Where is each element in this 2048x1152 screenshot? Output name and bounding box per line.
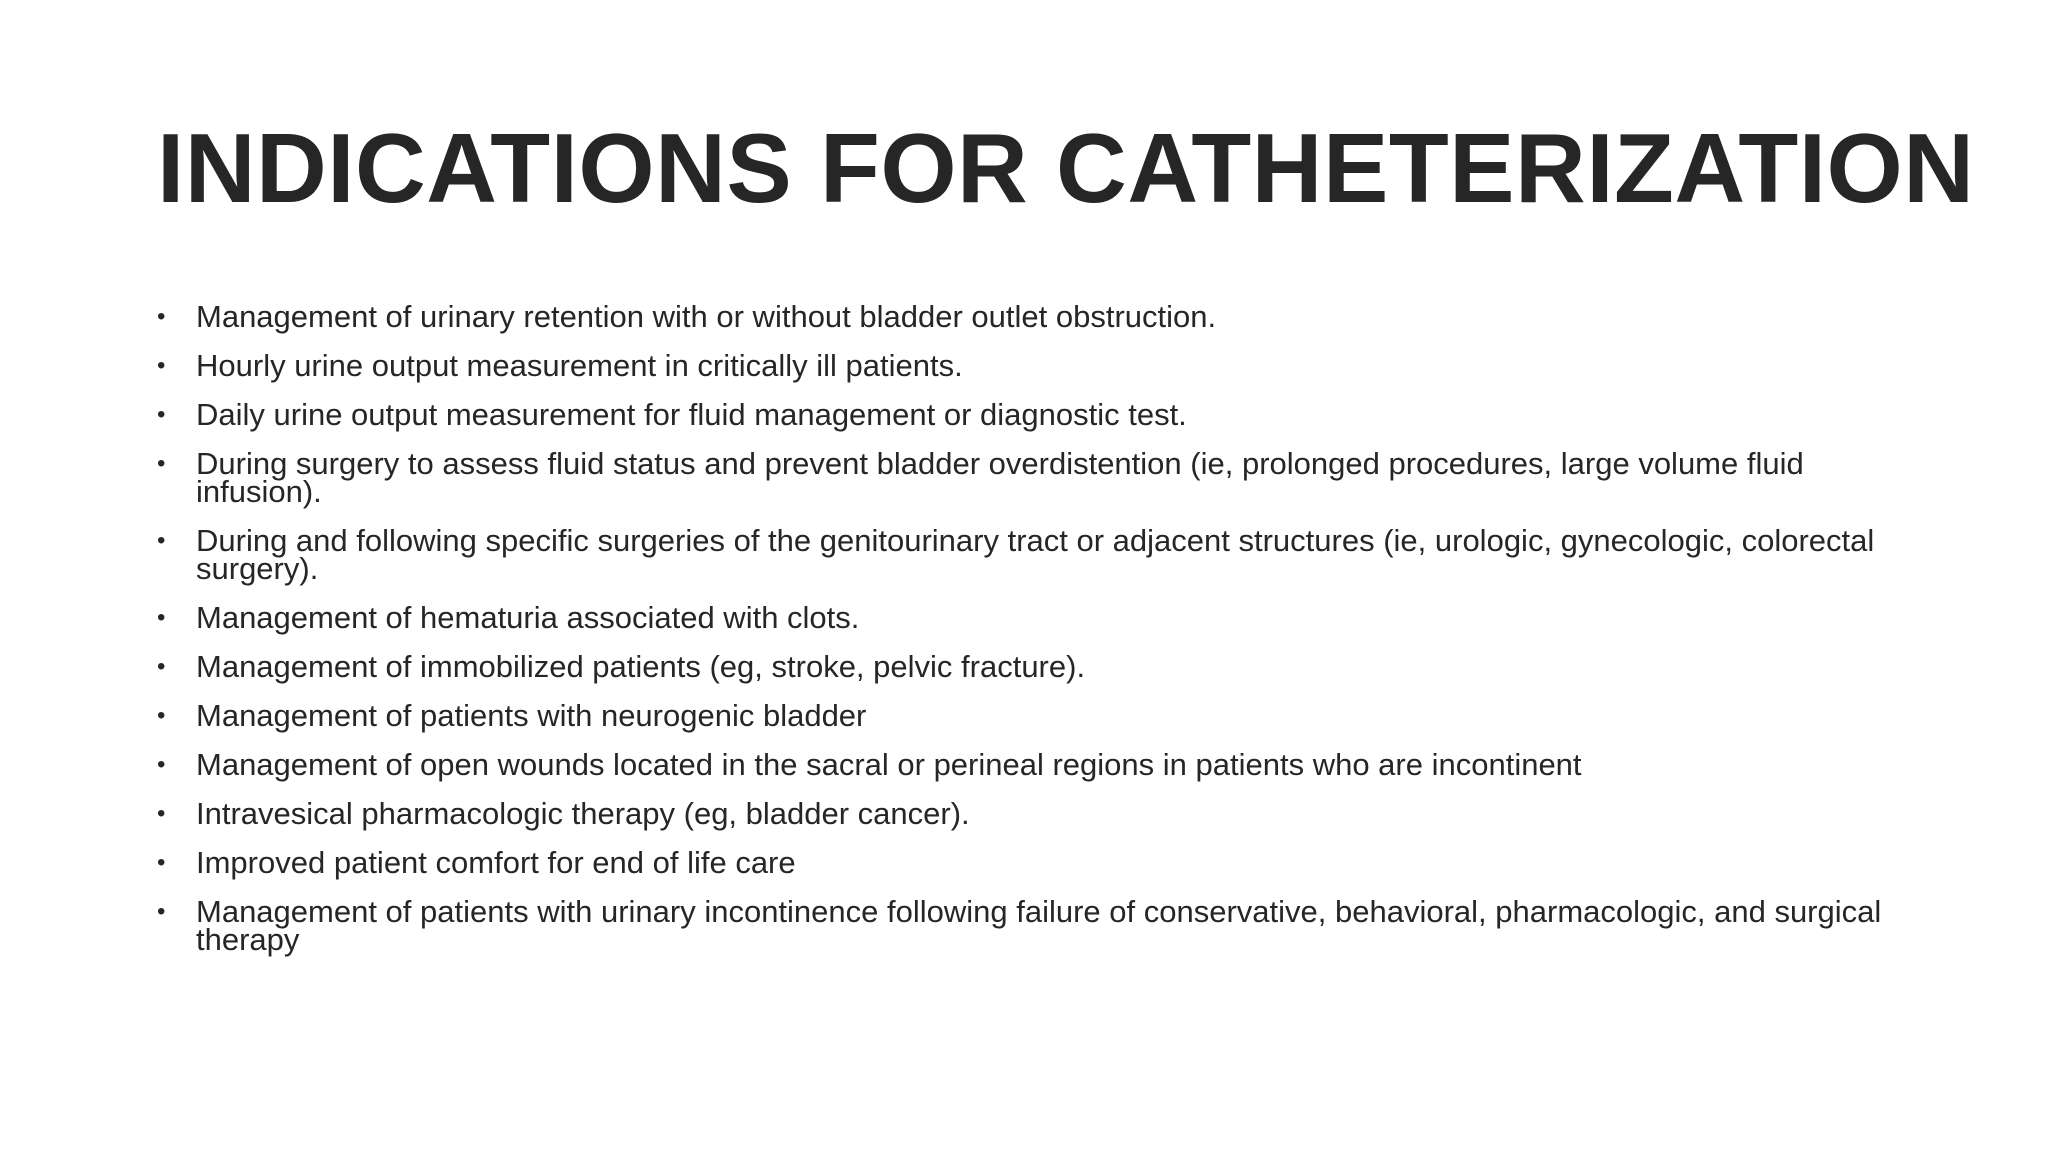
bullet-item [157, 894, 1897, 957]
bullet-item [157, 796, 1897, 831]
bullet-text: During and following specific surgeries of the genitourinary tract or adjacent structures (ie, urologic, gynecologic, colorectal surgery). [196, 523, 1875, 586]
bullet-dot: • [157, 702, 166, 729]
bullet-text: During surgery to assess fluid status and prevent bladder overdistention (ie, prolonged procedures, large volume fluid infusion). [196, 446, 1804, 509]
bullet-text: Management of patients with urinary incontinence following failure of conservative, behavioral, pharmacologic, and surgical therapy [196, 894, 1882, 957]
bullet-dot: • [157, 303, 166, 330]
bullet-text: Daily urine output measurement for fluid management or diagnostic test. [196, 397, 1187, 432]
bullet-dot: • [157, 604, 166, 631]
bullet-item [157, 649, 1897, 684]
bullet-item [157, 348, 1897, 383]
bullet-item [157, 845, 1897, 880]
bullet-text: Intravesical pharmacologic therapy (eg, bladder cancer). [196, 796, 970, 831]
bullet-text: Management of hematuria associated with clots. [196, 600, 860, 635]
slide-title: INDICATIONS FOR CATHETERIZATION [157, 113, 1975, 223]
bullet-dot: • [157, 653, 166, 680]
bullet-item [157, 397, 1897, 432]
bullet-text: Management of urinary retention with or without bladder outlet obstruction. [196, 299, 1217, 334]
bullet-item [157, 747, 1897, 782]
bullet-dot: • [157, 401, 166, 428]
bullet-text: Hourly urine output measurement in critically ill patients. [196, 348, 963, 383]
bullet-dot: • [157, 527, 166, 554]
bullet-dot: • [157, 849, 166, 876]
bullet-text: Management of open wounds located in the sacral or perineal regions in patients who are incontinent [196, 747, 1582, 782]
bullet-item [157, 523, 1897, 586]
bullet-text: Management of patients with neurogenic bladder [196, 698, 867, 733]
bullet-list [157, 299, 1897, 975]
bullet-item [157, 600, 1897, 635]
bullet-text: Improved patient comfort for end of life care [196, 845, 796, 880]
bullet-dot: • [157, 450, 166, 477]
bullet-dot: • [157, 800, 166, 827]
bullet-dot: • [157, 751, 166, 778]
bullet-item [157, 299, 1897, 334]
bullet-text: Management of immobilized patients (eg, stroke, pelvic fracture). [196, 649, 1086, 684]
bullet-item [157, 698, 1897, 733]
bullet-item [157, 446, 1897, 509]
bullet-dot: • [157, 898, 166, 925]
bullet-dot: • [157, 352, 166, 379]
